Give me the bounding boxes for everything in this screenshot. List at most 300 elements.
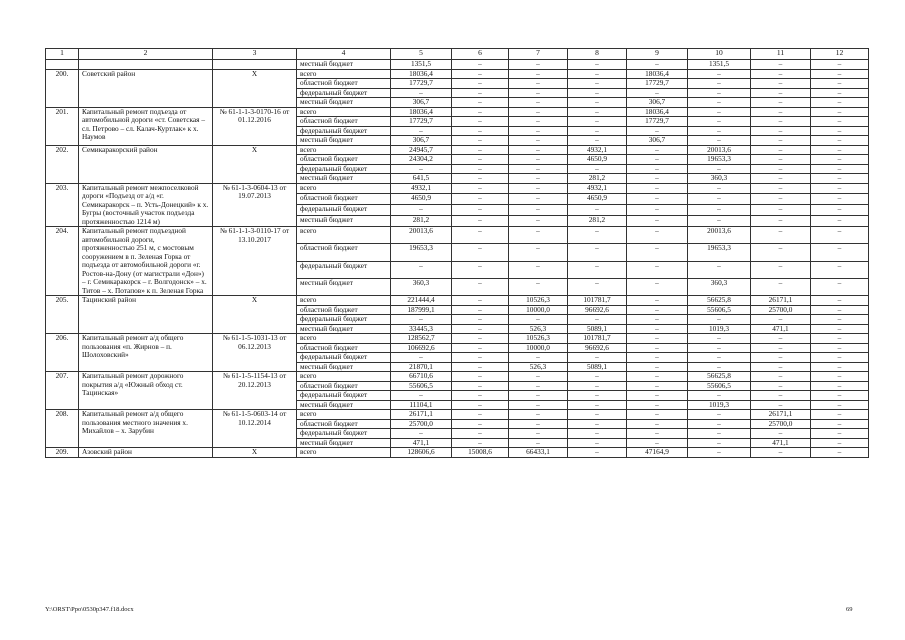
- row-number: 203.: [46, 183, 79, 227]
- value-cell: –: [452, 136, 509, 146]
- value-cell: 4932,1: [568, 183, 627, 194]
- value-cell: 55606,5: [688, 381, 751, 391]
- value-cell: –: [627, 126, 688, 136]
- value-cell: –: [452, 60, 509, 70]
- value-cell: –: [391, 391, 452, 401]
- value-cell: –: [811, 261, 869, 278]
- value-cell: –: [452, 126, 509, 136]
- value-cell: 96692,6: [568, 305, 627, 315]
- value-cell: –: [811, 69, 869, 79]
- document-ref: № 61-1-1-3-0170-16 от 01.12.2016: [213, 107, 297, 145]
- value-cell: –: [627, 155, 688, 165]
- value-cell: –: [751, 278, 811, 295]
- value-cell: –: [452, 419, 509, 429]
- value-cell: –: [627, 183, 688, 194]
- value-cell: –: [811, 296, 869, 306]
- value-cell: –: [688, 98, 751, 108]
- budget-type-cell: областной бюджет: [297, 194, 391, 205]
- budget-type-cell: всего: [297, 334, 391, 344]
- document-ref: № 61-1-3-0604-13 от 19.07.2013: [213, 183, 297, 227]
- column-header: 10: [688, 49, 751, 60]
- value-cell: –: [811, 145, 869, 155]
- doc-cell: [213, 60, 297, 70]
- value-cell: –: [568, 88, 627, 98]
- value-cell: 281,2: [391, 216, 452, 227]
- value-cell: –: [751, 194, 811, 205]
- value-cell: 360,3: [688, 278, 751, 295]
- value-cell: –: [391, 205, 452, 216]
- value-cell: –: [568, 278, 627, 295]
- column-header: 6: [452, 49, 509, 60]
- value-cell: –: [568, 315, 627, 325]
- value-cell: 17729,7: [627, 79, 688, 89]
- document-ref: № 61-1-5-0603-14 от 10.12.2014: [213, 410, 297, 448]
- value-cell: –: [627, 343, 688, 353]
- value-cell: –: [627, 216, 688, 227]
- value-cell: –: [811, 227, 869, 244]
- value-cell: –: [627, 261, 688, 278]
- table-row: [46, 227, 869, 244]
- value-cell: –: [509, 205, 568, 216]
- value-cell: –: [627, 353, 688, 363]
- value-cell: –: [452, 98, 509, 108]
- value-cell: –: [452, 372, 509, 382]
- value-cell: –: [452, 117, 509, 127]
- value-cell: –: [751, 216, 811, 227]
- value-cell: –: [751, 362, 811, 372]
- value-cell: –: [452, 438, 509, 448]
- value-cell: –: [627, 305, 688, 315]
- value-cell: 360,3: [688, 174, 751, 184]
- value-cell: 641,5: [391, 174, 452, 184]
- value-cell: 281,2: [568, 174, 627, 184]
- object-name: Капитальный ремонт межпоселковой дороги «Подъезд от а/д «г. Семикаракорск – п. Усть-Донецкий» к х. Бугры (восточный участок подъезда протяженностью 1214 м): [79, 183, 213, 227]
- value-cell: –: [568, 244, 627, 261]
- value-cell: 20013,6: [391, 227, 452, 244]
- no-cell: [46, 60, 79, 70]
- value-cell: –: [811, 136, 869, 146]
- value-cell: –: [811, 194, 869, 205]
- value-cell: –: [452, 183, 509, 194]
- value-cell: –: [509, 244, 568, 261]
- row-number: 202.: [46, 145, 79, 183]
- column-header: 7: [509, 49, 568, 60]
- value-cell: –: [452, 410, 509, 420]
- value-cell: 4650,9: [391, 194, 452, 205]
- value-cell: –: [452, 334, 509, 344]
- budget-type-cell: местный бюджет: [297, 98, 391, 108]
- budget-type-cell: областной бюджет: [297, 155, 391, 165]
- budget-type-cell: областной бюджет: [297, 343, 391, 353]
- value-cell: 21870,1: [391, 362, 452, 372]
- table-row: [46, 69, 869, 79]
- table-row: [46, 183, 869, 194]
- value-cell: 18036,4: [391, 107, 452, 117]
- value-cell: 24945,7: [391, 145, 452, 155]
- value-cell: 18036,4: [627, 107, 688, 117]
- value-cell: 281,2: [568, 216, 627, 227]
- value-cell: –: [751, 343, 811, 353]
- budget-type-cell: федеральный бюджет: [297, 315, 391, 325]
- value-cell: –: [452, 69, 509, 79]
- value-cell: 20013,6: [688, 145, 751, 155]
- value-cell: –: [391, 429, 452, 439]
- value-cell: –: [627, 381, 688, 391]
- column-header: 4: [297, 49, 391, 60]
- value-cell: –: [751, 391, 811, 401]
- value-cell: –: [452, 79, 509, 89]
- value-cell: –: [509, 126, 568, 136]
- value-cell: –: [811, 164, 869, 174]
- budget-type-cell: всего: [297, 410, 391, 420]
- value-cell: 128562,7: [391, 334, 452, 344]
- value-cell: –: [688, 136, 751, 146]
- value-cell: –: [509, 261, 568, 278]
- value-cell: –: [811, 98, 869, 108]
- value-cell: 4932,1: [391, 183, 452, 194]
- row-number: 209.: [46, 448, 79, 458]
- value-cell: –: [627, 324, 688, 334]
- value-cell: –: [452, 88, 509, 98]
- value-cell: –: [452, 381, 509, 391]
- value-cell: –: [751, 117, 811, 127]
- budget-type-cell: федеральный бюджет: [297, 88, 391, 98]
- value-cell: –: [751, 164, 811, 174]
- value-cell: –: [627, 419, 688, 429]
- value-cell: 471,1: [751, 324, 811, 334]
- budget-table: [45, 48, 869, 458]
- value-cell: –: [391, 164, 452, 174]
- value-cell: –: [568, 69, 627, 79]
- document-ref: № 61-1-5-1154-13 от 20.12.2013: [213, 372, 297, 410]
- value-cell: –: [452, 205, 509, 216]
- value-cell: –: [811, 278, 869, 295]
- budget-type-cell: всего: [297, 448, 391, 458]
- value-cell: –: [509, 69, 568, 79]
- value-cell: 10526,3: [509, 334, 568, 344]
- document-ref: Х: [213, 145, 297, 183]
- budget-type-cell: областной бюджет: [297, 419, 391, 429]
- value-cell: –: [688, 126, 751, 136]
- value-cell: –: [452, 429, 509, 439]
- value-cell: 10000,0: [509, 305, 568, 315]
- value-cell: –: [509, 400, 568, 410]
- value-cell: –: [811, 305, 869, 315]
- object-name: Капитальный ремонт а/д общего пользования местного значения х. Михайлов – х. Зарубин: [79, 410, 213, 448]
- budget-type-cell: всего: [297, 296, 391, 306]
- value-cell: 187999,1: [391, 305, 452, 315]
- value-cell: 10000,0: [509, 343, 568, 353]
- value-cell: –: [568, 261, 627, 278]
- value-cell: –: [509, 155, 568, 165]
- value-cell: –: [452, 194, 509, 205]
- value-cell: –: [509, 438, 568, 448]
- value-cell: –: [811, 60, 869, 70]
- row-number: 200.: [46, 69, 79, 107]
- value-cell: –: [811, 448, 869, 458]
- value-cell: 55606,5: [688, 305, 751, 315]
- value-cell: 17729,7: [627, 117, 688, 127]
- value-cell: 19653,3: [391, 244, 452, 261]
- value-cell: –: [811, 216, 869, 227]
- value-cell: 1351,5: [391, 60, 452, 70]
- value-cell: –: [452, 353, 509, 363]
- value-cell: –: [627, 400, 688, 410]
- header-row: [46, 49, 869, 60]
- value-cell: –: [627, 315, 688, 325]
- value-cell: –: [688, 88, 751, 98]
- value-cell: 25700,0: [751, 419, 811, 429]
- value-cell: –: [688, 183, 751, 194]
- value-cell: 4650,9: [568, 194, 627, 205]
- value-cell: –: [391, 261, 452, 278]
- value-cell: –: [627, 205, 688, 216]
- value-cell: –: [509, 174, 568, 184]
- value-cell: –: [568, 448, 627, 458]
- value-cell: 106692,6: [391, 343, 452, 353]
- value-cell: –: [568, 98, 627, 108]
- value-cell: –: [509, 136, 568, 146]
- value-cell: –: [811, 400, 869, 410]
- value-cell: –: [751, 69, 811, 79]
- value-cell: –: [751, 136, 811, 146]
- budget-type-cell: местный бюджет: [297, 324, 391, 334]
- value-cell: –: [811, 381, 869, 391]
- budget-type-cell: областной бюджет: [297, 305, 391, 315]
- value-cell: –: [568, 372, 627, 382]
- value-cell: –: [509, 419, 568, 429]
- value-cell: 56625,8: [688, 296, 751, 306]
- value-cell: –: [568, 227, 627, 244]
- row-number: 206.: [46, 334, 79, 372]
- value-cell: 25700,0: [751, 305, 811, 315]
- budget-type-cell: всего: [297, 107, 391, 117]
- column-header: 1: [46, 49, 79, 60]
- object-name: Капитальный ремонт подъезда от автомобильной дороги «ст. Советская – сл. Петрово – сл. Калач-Куртлак» к х. Наумов: [79, 107, 213, 145]
- value-cell: –: [568, 381, 627, 391]
- value-cell: –: [688, 362, 751, 372]
- value-cell: –: [509, 164, 568, 174]
- value-cell: –: [751, 107, 811, 117]
- value-cell: 471,1: [391, 438, 452, 448]
- value-cell: 1019,3: [688, 400, 751, 410]
- value-cell: –: [452, 155, 509, 165]
- value-cell: –: [568, 60, 627, 70]
- value-cell: –: [688, 216, 751, 227]
- table-row: [46, 372, 869, 382]
- value-cell: –: [811, 155, 869, 165]
- value-cell: –: [452, 391, 509, 401]
- value-cell: –: [627, 372, 688, 382]
- budget-type-cell: областной бюджет: [297, 117, 391, 127]
- table-row: [46, 334, 869, 344]
- column-header: 5: [391, 49, 452, 60]
- row-number: 207.: [46, 372, 79, 410]
- value-cell: –: [452, 216, 509, 227]
- value-cell: 26171,1: [751, 410, 811, 420]
- value-cell: –: [627, 438, 688, 448]
- budget-type-cell: федеральный бюджет: [297, 391, 391, 401]
- value-cell: –: [509, 381, 568, 391]
- table-row: [46, 410, 869, 420]
- budget-type-cell: федеральный бюджет: [297, 353, 391, 363]
- value-cell: –: [568, 438, 627, 448]
- value-cell: –: [811, 334, 869, 344]
- budget-type-cell: местный бюджет: [297, 400, 391, 410]
- budget-type-cell: областной бюджет: [297, 79, 391, 89]
- value-cell: 11104,1: [391, 400, 452, 410]
- value-cell: –: [452, 296, 509, 306]
- table-row: [46, 107, 869, 117]
- value-cell: –: [452, 315, 509, 325]
- value-cell: –: [751, 79, 811, 89]
- value-cell: 306,7: [627, 98, 688, 108]
- value-cell: –: [751, 98, 811, 108]
- footer-file-path: Y:\ORST\Ppo\0530p347.f18.docx: [45, 606, 134, 613]
- value-cell: –: [627, 278, 688, 295]
- value-cell: –: [751, 227, 811, 244]
- value-cell: 17729,7: [391, 117, 452, 127]
- column-header: 8: [568, 49, 627, 60]
- value-cell: –: [688, 353, 751, 363]
- value-cell: –: [627, 227, 688, 244]
- object-name: Тацинский район: [79, 296, 213, 334]
- value-cell: 4650,9: [568, 155, 627, 165]
- value-cell: 306,7: [627, 136, 688, 146]
- value-cell: –: [751, 315, 811, 325]
- value-cell: –: [751, 155, 811, 165]
- table-row: [46, 145, 869, 155]
- value-cell: –: [452, 227, 509, 244]
- value-cell: –: [688, 205, 751, 216]
- value-cell: –: [811, 79, 869, 89]
- value-cell: –: [751, 372, 811, 382]
- value-cell: –: [627, 164, 688, 174]
- value-cell: 18036,4: [627, 69, 688, 79]
- value-cell: –: [811, 372, 869, 382]
- value-cell: –: [627, 391, 688, 401]
- document-ref: Х: [213, 69, 297, 107]
- document-ref: Х: [213, 296, 297, 334]
- column-header: 2: [79, 49, 213, 60]
- budget-type-cell: местный бюджет: [297, 278, 391, 295]
- value-cell: –: [811, 410, 869, 420]
- value-cell: 33445,3: [391, 324, 452, 334]
- value-cell: –: [688, 448, 751, 458]
- value-cell: –: [688, 419, 751, 429]
- value-cell: –: [751, 429, 811, 439]
- value-cell: –: [568, 419, 627, 429]
- value-cell: –: [811, 117, 869, 127]
- value-cell: –: [568, 136, 627, 146]
- value-cell: –: [568, 79, 627, 89]
- value-cell: 96692,6: [568, 343, 627, 353]
- value-cell: –: [568, 410, 627, 420]
- value-cell: –: [627, 410, 688, 420]
- value-cell: –: [452, 174, 509, 184]
- budget-type-cell: областной бюджет: [297, 381, 391, 391]
- value-cell: –: [811, 362, 869, 372]
- document-ref: Х: [213, 448, 297, 458]
- column-header: 11: [751, 49, 811, 60]
- value-cell: –: [452, 145, 509, 155]
- value-cell: –: [688, 334, 751, 344]
- value-cell: –: [568, 391, 627, 401]
- object-name: Капитальный ремонт подъездной автомобильной дороги, протяженностью 251 м, с мостовым сооружением в п. Зеленая Горка от подъезда от автомобильной дороги «г. Ростов-на-Дону (от магистрали «Дон») – г. Семикаракорск – г. Волгодонск» – х. Титов – х. Потапов» к п. Зеленая Горка: [79, 227, 213, 296]
- value-cell: 26171,1: [391, 410, 452, 420]
- budget-type-cell: местный бюджет: [297, 362, 391, 372]
- value-cell: 24304,2: [391, 155, 452, 165]
- budget-type-cell: местный бюджет: [297, 174, 391, 184]
- value-cell: 56625,8: [688, 372, 751, 382]
- value-cell: 20013,6: [688, 227, 751, 244]
- value-cell: –: [811, 353, 869, 363]
- value-cell: 471,1: [751, 438, 811, 448]
- budget-type-cell: всего: [297, 145, 391, 155]
- page-number: 69: [846, 606, 853, 613]
- table-row: [46, 448, 869, 458]
- budget-type-cell: местный бюджет: [297, 136, 391, 146]
- budget-type-cell: всего: [297, 183, 391, 194]
- value-cell: –: [509, 60, 568, 70]
- value-cell: –: [751, 400, 811, 410]
- value-cell: –: [811, 419, 869, 429]
- row-number: 204.: [46, 227, 79, 296]
- value-cell: 306,7: [391, 98, 452, 108]
- value-cell: –: [751, 174, 811, 184]
- value-cell: –: [688, 107, 751, 117]
- value-cell: –: [509, 183, 568, 194]
- column-header: 9: [627, 49, 688, 60]
- value-cell: –: [688, 194, 751, 205]
- value-cell: –: [568, 164, 627, 174]
- object-name: Азовский район: [79, 448, 213, 458]
- value-cell: 47164,9: [627, 448, 688, 458]
- value-cell: –: [452, 278, 509, 295]
- value-cell: –: [627, 244, 688, 261]
- value-cell: –: [509, 194, 568, 205]
- value-cell: –: [568, 429, 627, 439]
- budget-type-cell: областной бюджет: [297, 244, 391, 261]
- value-cell: 306,7: [391, 136, 452, 146]
- value-cell: –: [751, 145, 811, 155]
- value-cell: 526,3: [509, 362, 568, 372]
- value-cell: –: [811, 391, 869, 401]
- budget-type-cell: федеральный бюджет: [297, 261, 391, 278]
- value-cell: –: [751, 60, 811, 70]
- value-cell: –: [811, 438, 869, 448]
- value-cell: –: [688, 438, 751, 448]
- value-cell: 360,3: [391, 278, 452, 295]
- value-cell: –: [509, 98, 568, 108]
- value-cell: –: [688, 69, 751, 79]
- value-cell: –: [627, 194, 688, 205]
- value-cell: –: [568, 126, 627, 136]
- value-cell: –: [509, 227, 568, 244]
- value-cell: –: [811, 429, 869, 439]
- budget-type-cell: всего: [297, 69, 391, 79]
- value-cell: –: [688, 261, 751, 278]
- value-cell: –: [568, 107, 627, 117]
- value-cell: –: [688, 315, 751, 325]
- budget-type-cell: федеральный бюджет: [297, 205, 391, 216]
- value-cell: 5089,1: [568, 362, 627, 372]
- value-cell: 101781,7: [568, 296, 627, 306]
- budget-type-cell: федеральный бюджет: [297, 429, 391, 439]
- budget-type-cell: федеральный бюджет: [297, 126, 391, 136]
- value-cell: –: [811, 205, 869, 216]
- budget-type-cell: федеральный бюджет: [297, 164, 391, 174]
